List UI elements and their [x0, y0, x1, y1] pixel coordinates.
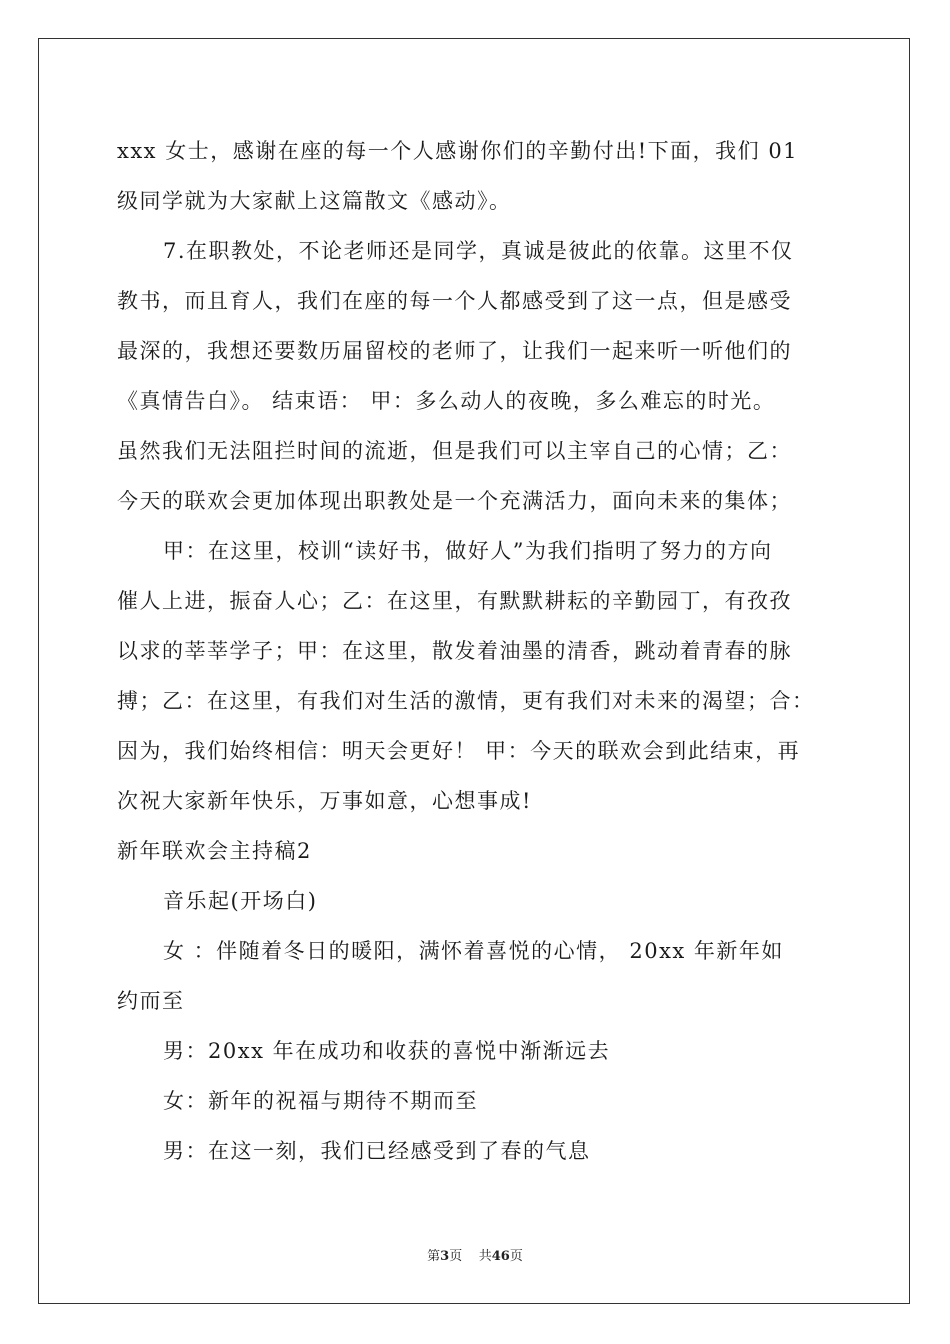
footer-total-prefix: 共 [478, 1249, 492, 1264]
text-line: 音乐起(开场白) [163, 889, 318, 913]
text-line: 《真情告白》。 结束语： 甲：多么动人的夜晚，多么难忘的时光。 [117, 389, 776, 413]
page-footer [0, 1247, 950, 1267]
text-line: 搏；乙：在这里，有我们对生活的激情，更有我们对未来的渴望；合： [117, 689, 815, 713]
text-line: 最深的，我想还要数历届留校的老师了，让我们一起来听一听他们的 [117, 339, 792, 363]
text-line: 以求的莘莘学子；甲：在这里，散发着油墨的清香，跳动着青春的脉 [117, 639, 792, 663]
footer-total-suffix: 页 [509, 1249, 523, 1264]
text-line: 男：20xx 年在成功和收获的喜悦中渐渐远去 [163, 1039, 611, 1063]
text-line: 女：新年的祝福与期待不期而至 [163, 1089, 478, 1113]
total-page-count: 46 [491, 1249, 510, 1264]
footer-prefix: 第 [427, 1249, 441, 1264]
footer-page-suffix: 页 [449, 1249, 463, 1264]
text-line: 教书，而且育人，我们在座的每一个人都感受到了这一点，但是感受 [117, 289, 792, 313]
text-line: 约而至 [117, 989, 185, 1013]
text-line: 女 ：伴随着冬日的暖阳，满怀着喜悦的心情， 20xx 年新年如 [163, 939, 784, 963]
text-line: 甲：在这里，校训“读好书，做好人”为我们指明了努力的方向 [163, 539, 773, 563]
text-line: 男：在这一刻，我们已经感受到了春的气息 [163, 1139, 591, 1163]
current-page-number: 3 [440, 1249, 450, 1264]
text-line: 7.在职教处，不论老师还是同学，真诚是彼此的依靠。这里不仅 [163, 239, 794, 263]
text-line: 催人上进，振奋人心；乙：在这里，有默默耕耘的辛勤园丁，有孜孜 [117, 589, 792, 613]
text-line: xxx 女士，感谢在座的每一个人感谢你们的辛勤付出!下面，我们 01 [117, 139, 799, 163]
section-heading: 新年联欢会主持稿2 [117, 839, 312, 863]
text-line: 次祝大家新年快乐，万事如意，心想事成! [117, 789, 532, 813]
text-line: 今天的联欢会更加体现出职教处是一个充满活力，面向未来的集体； [117, 489, 792, 513]
text-line: 级同学就为大家献上这篇散文《感动》。 [117, 189, 512, 213]
text-line: 因为，我们始终相信：明天会更好！ 甲：今天的联欢会到此结束，再 [117, 739, 801, 763]
text-line: 虽然我们无法阻拦时间的流逝，但是我们可以主宰自己的心情；乙： [117, 439, 792, 463]
document-body [117, 126, 853, 1176]
